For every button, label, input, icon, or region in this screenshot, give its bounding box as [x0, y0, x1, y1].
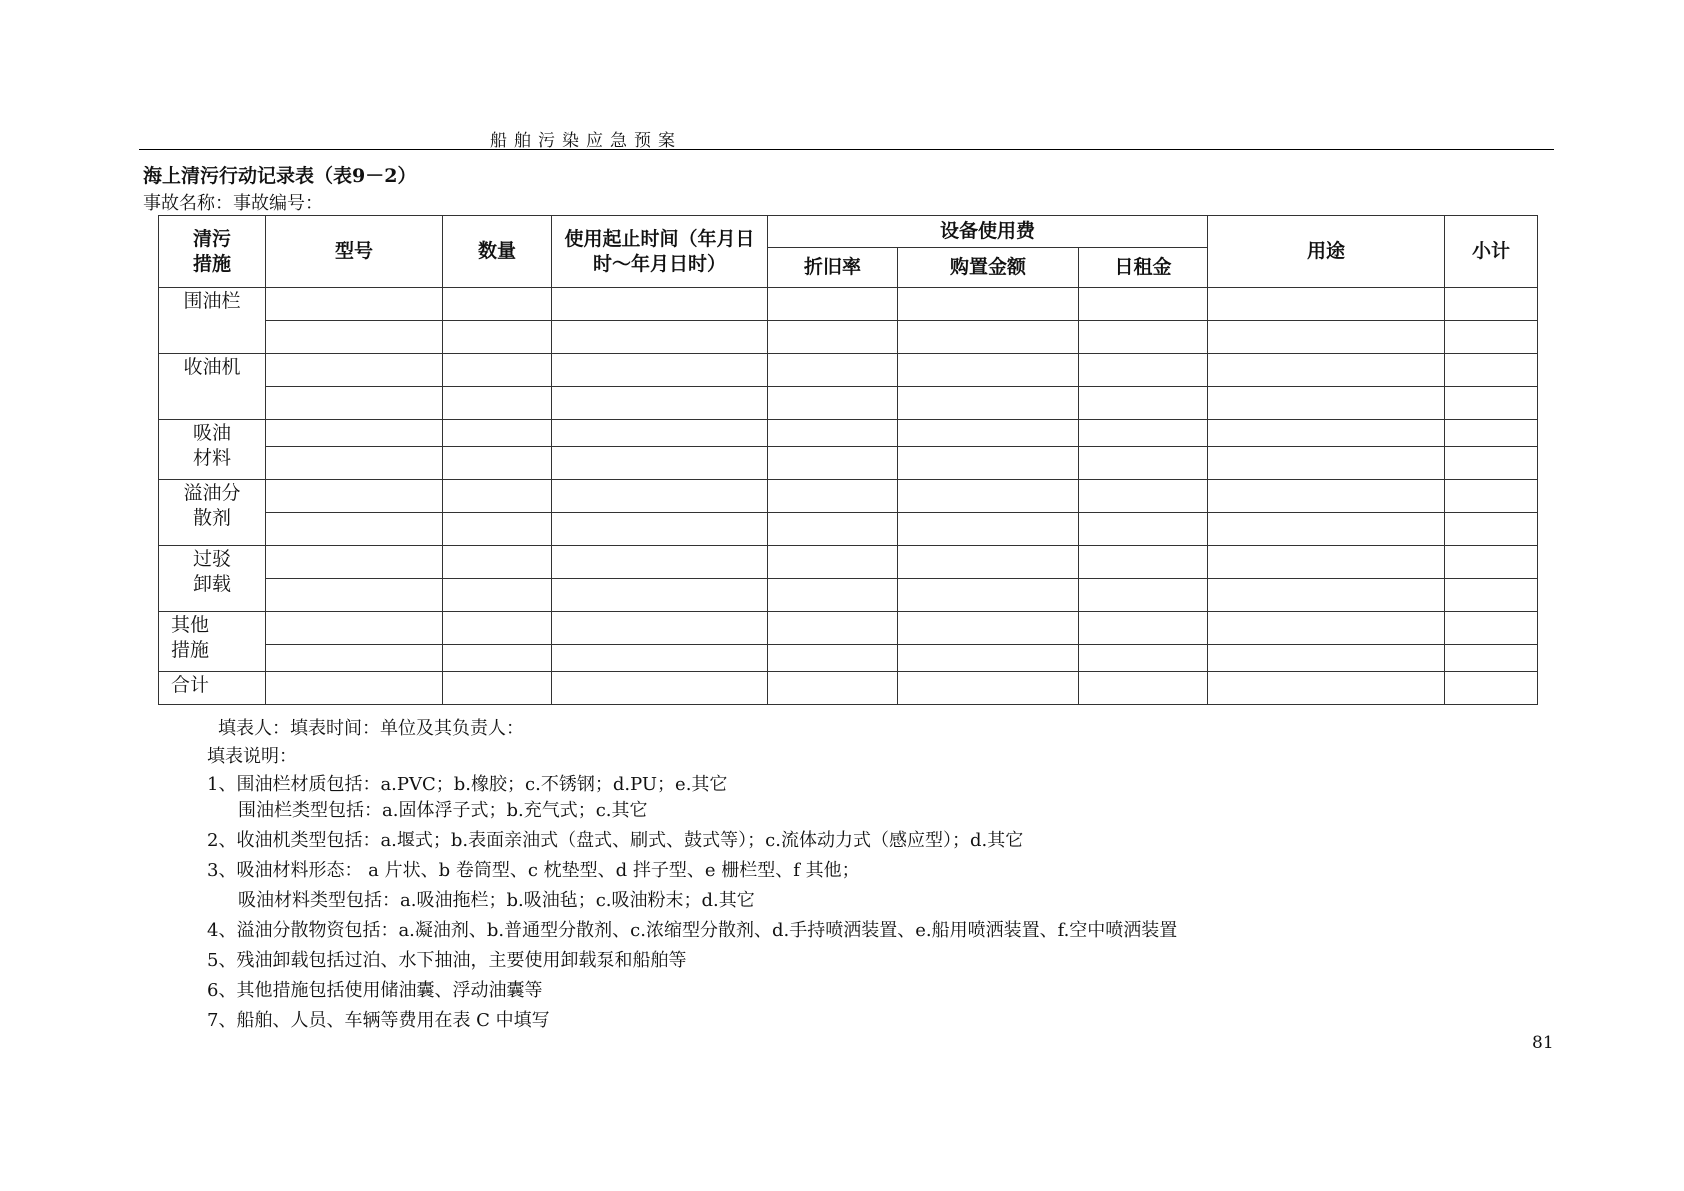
blank-entry-cell[interactable] [266, 288, 443, 321]
blank-entry-cell[interactable] [768, 513, 898, 546]
table-row [159, 672, 1538, 705]
blank-entry-cell[interactable] [266, 513, 443, 546]
blank-entry-cell[interactable] [898, 480, 1079, 513]
blank-entry-cell[interactable] [1208, 447, 1445, 480]
blank-entry-cell[interactable] [266, 420, 443, 447]
blank-entry-cell[interactable] [1445, 447, 1538, 480]
blank-entry-cell[interactable] [1079, 513, 1208, 546]
blank-entry-cell[interactable] [552, 354, 768, 387]
blank-entry-cell[interactable] [1079, 354, 1208, 387]
blank-entry-cell[interactable] [266, 672, 443, 705]
blank-entry-cell[interactable] [898, 420, 1079, 447]
blank-entry-cell[interactable] [898, 579, 1079, 612]
blank-entry-cell[interactable] [1079, 546, 1208, 579]
blank-entry-cell[interactable] [266, 387, 443, 420]
blank-entry-cell[interactable] [768, 288, 898, 321]
blank-entry-cell[interactable] [1079, 672, 1208, 705]
col-equipment-fee-header: 设备使用费 [768, 216, 1208, 248]
blank-entry-cell[interactable] [552, 447, 768, 480]
blank-entry-cell[interactable] [552, 645, 768, 672]
col-quantity-header: 数量 [443, 216, 552, 288]
table-row [159, 513, 1538, 546]
blank-entry-cell[interactable] [266, 321, 443, 354]
note-4: 4、溢油分散物资包括：a.凝油剂、b.普通型分散剂、c.浓缩型分散剂、d.手持喷洒装置、e.船用喷洒装置、f.空中喷洒装置 [207, 920, 1178, 941]
category-cell: 围油栏 [159, 288, 266, 354]
blank-entry-cell[interactable] [898, 447, 1079, 480]
blank-entry-cell[interactable] [552, 612, 768, 645]
blank-entry-cell[interactable] [1445, 513, 1538, 546]
blank-entry-cell[interactable] [768, 321, 898, 354]
page-number: 81 [1532, 1033, 1554, 1053]
note-1b: 围油栏类型包括：a.固体浮子式；b.充气式；c.其它 [238, 800, 648, 821]
table-row [159, 645, 1538, 672]
table-row [159, 447, 1538, 480]
blank-entry-cell[interactable] [1445, 288, 1538, 321]
blank-entry-cell[interactable] [1208, 645, 1445, 672]
blank-entry-cell[interactable] [1208, 354, 1445, 387]
blank-entry-cell[interactable] [1208, 672, 1445, 705]
blank-entry-cell[interactable] [1079, 447, 1208, 480]
blank-entry-cell[interactable] [1208, 321, 1445, 354]
blank-entry-cell[interactable] [1445, 672, 1538, 705]
blank-entry-cell[interactable] [266, 354, 443, 387]
blank-entry-cell[interactable] [552, 480, 768, 513]
blank-entry-cell[interactable] [1445, 480, 1538, 513]
table-row [159, 546, 1538, 579]
col-subtotal-header: 小计 [1445, 216, 1538, 288]
blank-entry-cell[interactable] [898, 354, 1079, 387]
filler-line: 填表人：填表时间：单位及其负责人： [218, 718, 524, 739]
blank-entry-cell[interactable] [898, 546, 1079, 579]
blank-entry-cell[interactable] [768, 447, 898, 480]
blank-entry-cell[interactable] [1208, 480, 1445, 513]
blank-entry-cell[interactable] [266, 546, 443, 579]
blank-entry-cell[interactable] [898, 612, 1079, 645]
blank-entry-cell[interactable] [1445, 420, 1538, 447]
table-row [159, 354, 1538, 387]
blank-entry-cell[interactable] [552, 546, 768, 579]
category-cell: 吸油 材料 [159, 420, 266, 480]
table-row [159, 480, 1538, 513]
category-cell: 收油机 [159, 354, 266, 420]
blank-entry-cell[interactable] [768, 354, 898, 387]
blank-entry-cell[interactable] [768, 546, 898, 579]
table-row [159, 420, 1538, 447]
col-purchase-header: 购置金额 [898, 248, 1079, 288]
blank-entry-cell[interactable] [768, 420, 898, 447]
note-1: 1、围油栏材质包括：a.PVC；b.橡胶；c.不锈钢；d.PU；e.其它 [207, 774, 728, 795]
blank-entry-cell[interactable] [898, 513, 1079, 546]
blank-entry-cell[interactable] [443, 447, 552, 480]
blank-entry-cell[interactable] [1445, 546, 1538, 579]
note-2: 2、收油机类型包括：a.堰式；b.表面亲油式（盘式、刷式、鼓式等）；c.流体动力式（感应型）；d.其它 [207, 830, 1024, 851]
table-row [159, 579, 1538, 612]
col-model-header: 型号 [266, 216, 443, 288]
blank-entry-cell[interactable] [1079, 288, 1208, 321]
blank-entry-cell[interactable] [1079, 645, 1208, 672]
note-6: 6、其他措施包括使用储油囊、浮动油囊等 [207, 980, 543, 1001]
form-subtitle: 事故名称：事故编号： [143, 193, 323, 214]
category-cell: 过驳 卸载 [159, 546, 266, 612]
table-body [159, 288, 1538, 705]
blank-entry-cell[interactable] [552, 288, 768, 321]
blank-entry-cell[interactable] [1079, 387, 1208, 420]
blank-entry-cell[interactable] [768, 645, 898, 672]
blank-entry-cell[interactable] [1208, 387, 1445, 420]
blank-entry-cell[interactable] [266, 447, 443, 480]
note-7: 7、船舶、人员、车辆等费用在表 C 中填写 [207, 1010, 550, 1031]
blank-entry-cell[interactable] [552, 513, 768, 546]
blank-entry-cell[interactable] [768, 612, 898, 645]
blank-entry-cell[interactable] [443, 579, 552, 612]
blank-entry-cell[interactable] [898, 645, 1079, 672]
blank-entry-cell[interactable] [552, 387, 768, 420]
category-cell: 溢油分 散剂 [159, 480, 266, 546]
blank-entry-cell[interactable] [1445, 387, 1538, 420]
blank-entry-cell[interactable] [443, 612, 552, 645]
blank-entry-cell[interactable] [1445, 579, 1538, 612]
blank-entry-cell[interactable] [898, 672, 1079, 705]
blank-entry-cell[interactable] [1445, 321, 1538, 354]
blank-entry-cell[interactable] [898, 288, 1079, 321]
blank-entry-cell[interactable] [443, 513, 552, 546]
col-depreciation-header: 折旧率 [768, 248, 898, 288]
blank-entry-cell[interactable] [1079, 612, 1208, 645]
running-header: 船舶污染应急预案 [490, 131, 682, 151]
col-measure-header: 清污 措施 [159, 216, 266, 288]
blank-entry-cell[interactable] [1208, 612, 1445, 645]
blank-entry-cell[interactable] [768, 387, 898, 420]
cleanup-record-table [158, 215, 1538, 705]
blank-entry-cell[interactable] [443, 672, 552, 705]
blank-entry-cell[interactable] [266, 645, 443, 672]
blank-entry-cell[interactable] [768, 672, 898, 705]
notes-title: 填表说明： [207, 746, 297, 767]
blank-entry-cell[interactable] [898, 321, 1079, 354]
blank-entry-cell[interactable] [1445, 645, 1538, 672]
blank-entry-cell[interactable] [443, 288, 552, 321]
header-rule [139, 149, 1554, 150]
col-purpose-header: 用途 [1208, 216, 1445, 288]
blank-entry-cell[interactable] [1208, 513, 1445, 546]
blank-entry-cell[interactable] [266, 612, 443, 645]
note-5: 5、残油卸载包括过泊、水下抽油，主要使用卸载泵和船舶等 [207, 950, 687, 971]
form-title: 海上清污行动记录表（表9－2） [143, 165, 417, 187]
blank-entry-cell[interactable] [443, 645, 552, 672]
blank-entry-cell[interactable] [443, 546, 552, 579]
blank-entry-cell[interactable] [443, 420, 552, 447]
blank-entry-cell[interactable] [768, 579, 898, 612]
table-row [159, 288, 1538, 321]
blank-entry-cell[interactable] [443, 321, 552, 354]
col-period-header: 使用起止时间（年月日时～年月日时） [552, 216, 768, 288]
table-row [159, 612, 1538, 645]
blank-entry-cell[interactable] [1208, 579, 1445, 612]
blank-entry-cell[interactable] [1079, 321, 1208, 354]
note-3: 3、吸油材料形态： a 片状、b 卷筒型、c 枕垫型、d 拌子型、e 栅栏型、f 其他； [207, 860, 860, 881]
blank-entry-cell[interactable] [1445, 612, 1538, 645]
blank-entry-cell[interactable] [1079, 420, 1208, 447]
blank-entry-cell[interactable] [1079, 579, 1208, 612]
table-row [159, 321, 1538, 354]
blank-entry-cell[interactable] [266, 480, 443, 513]
blank-entry-cell[interactable] [768, 480, 898, 513]
blank-entry-cell[interactable] [443, 354, 552, 387]
blank-entry-cell[interactable] [552, 321, 768, 354]
blank-entry-cell[interactable] [552, 579, 768, 612]
table-row [159, 387, 1538, 420]
blank-entry-cell[interactable] [1079, 480, 1208, 513]
blank-entry-cell[interactable] [443, 387, 552, 420]
category-cell: 其他 措施 [159, 612, 266, 672]
blank-entry-cell[interactable] [443, 480, 552, 513]
col-daily-rent-header: 日租金 [1079, 248, 1208, 288]
blank-entry-cell[interactable] [552, 672, 768, 705]
blank-entry-cell[interactable] [898, 387, 1079, 420]
blank-entry-cell[interactable] [552, 420, 768, 447]
blank-entry-cell[interactable] [1445, 354, 1538, 387]
blank-entry-cell[interactable] [1208, 420, 1445, 447]
total-label-cell: 合计 [159, 672, 266, 705]
blank-entry-cell[interactable] [1208, 288, 1445, 321]
blank-entry-cell[interactable] [1208, 546, 1445, 579]
note-3b: 吸油材料类型包括：a.吸油拖栏；b.吸油毡；c.吸油粉末；d.其它 [238, 890, 755, 911]
blank-entry-cell[interactable] [266, 579, 443, 612]
